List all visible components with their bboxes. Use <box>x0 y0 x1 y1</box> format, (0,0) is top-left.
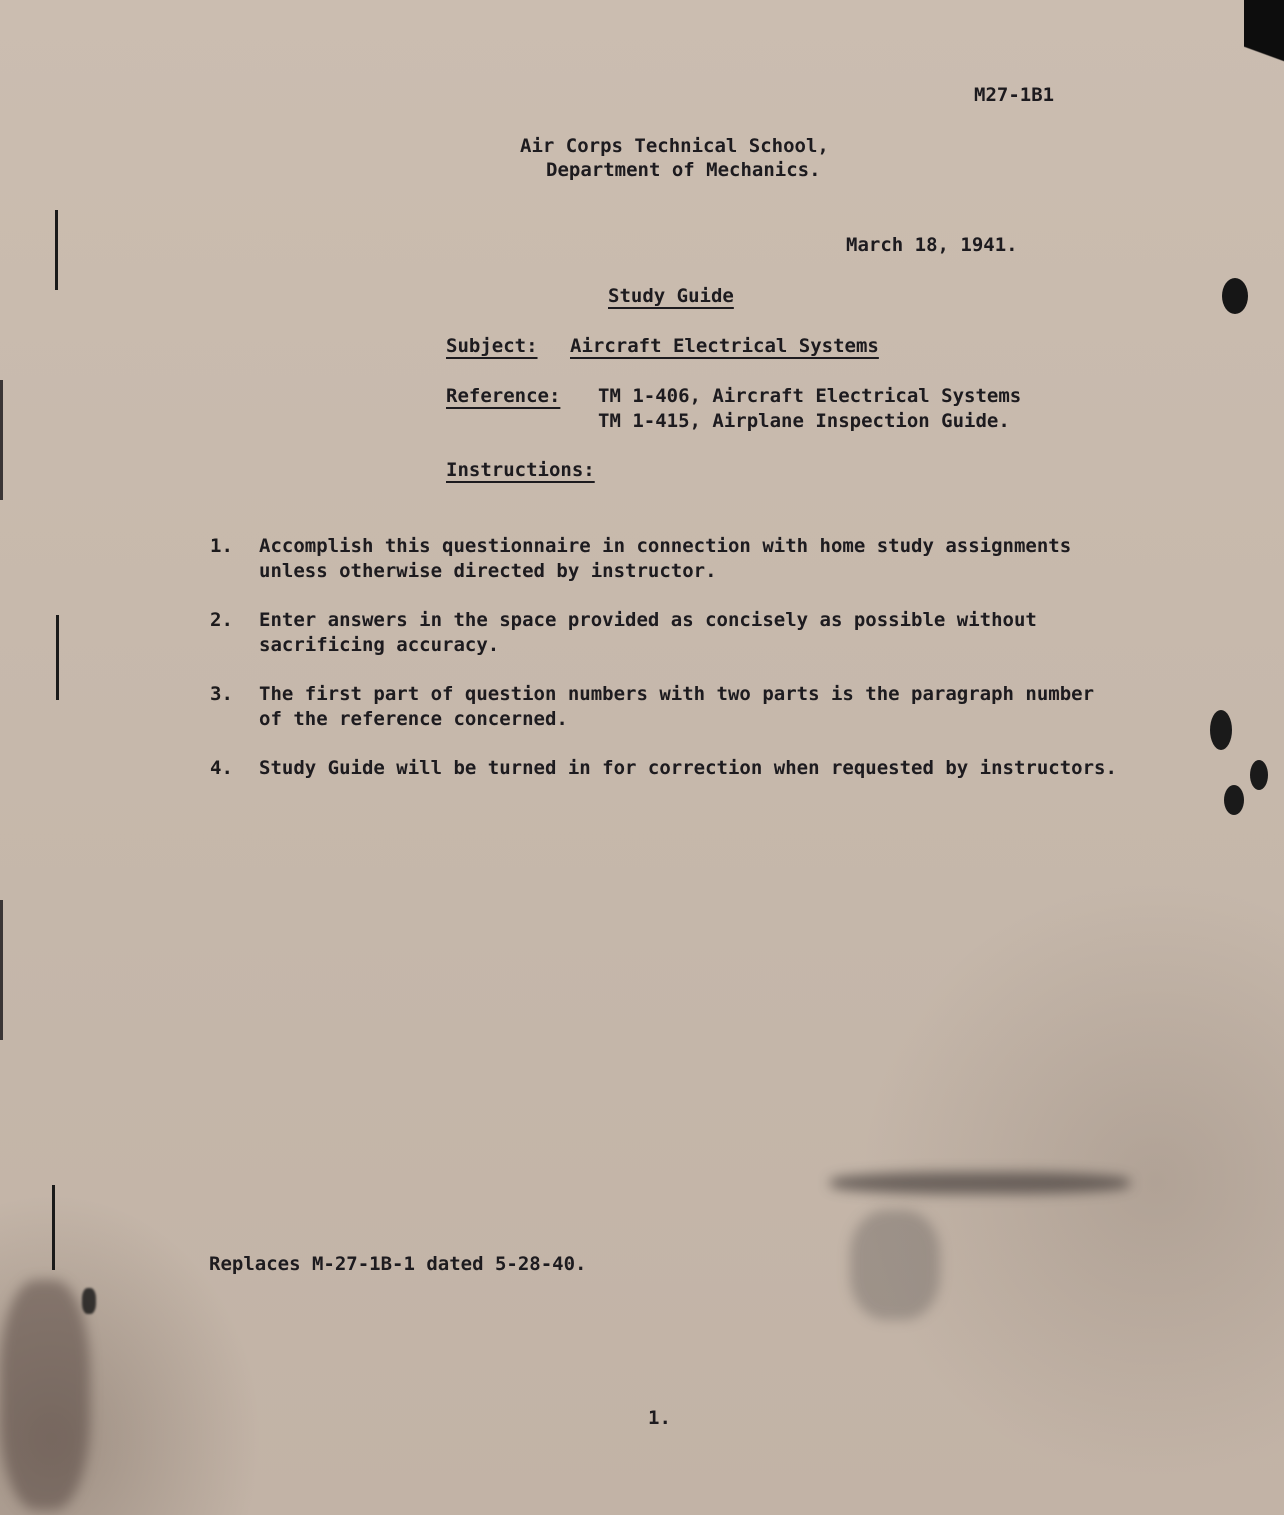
bottom-right-smudge <box>830 1172 1130 1194</box>
right-ink-blot-4 <box>1224 785 1244 815</box>
reference-item: TM 1-406, Aircraft Electrical Systems <box>598 385 1022 407</box>
page-number: 1. <box>648 1407 671 1429</box>
item-number: 4. <box>210 757 233 779</box>
page-title: Study Guide <box>608 285 734 307</box>
left-edge-mark-3 <box>52 1185 55 1270</box>
item-number: 2. <box>210 609 233 631</box>
document-date: March 18, 1941. <box>846 234 1018 256</box>
reference-item: TM 1-415, Airplane Inspection Guide. <box>598 410 1010 432</box>
item-text-line: unless otherwise directed by instructor. <box>259 560 717 582</box>
left-edge-mark-5 <box>0 900 3 1040</box>
item-text-line: The first part of question numbers with two parts is the paragraph number <box>259 683 1095 705</box>
instructions-label: Instructions: <box>446 459 595 481</box>
item-text-line: of the reference concerned. <box>259 708 568 730</box>
bottom-right-smudge-2 <box>850 1210 940 1320</box>
reference-label: Reference: <box>446 385 561 407</box>
school-name: Air Corps Technical School, <box>520 135 829 157</box>
left-edge-mark-1 <box>55 210 58 290</box>
subject-value: Aircraft Electrical Systems <box>570 335 879 357</box>
bottom-left-stain <box>0 1280 90 1510</box>
top-right-corner-mark <box>1244 0 1284 120</box>
item-text-line: Accomplish this questionnaire in connection with home study assignments <box>259 535 1072 557</box>
document-code: M27-1B1 <box>974 84 1055 106</box>
item-text-line: Study Guide will be turned in for correction when requested by instructors. <box>259 757 1117 779</box>
subject-label: Subject: <box>446 335 538 357</box>
margin-hook-1 <box>82 1288 96 1314</box>
department-name: Department of Mechanics. <box>546 159 821 181</box>
right-ink-blot-1 <box>1222 278 1248 314</box>
left-edge-mark-2 <box>56 615 59 700</box>
right-ink-blot-2 <box>1210 710 1232 750</box>
item-number: 1. <box>210 535 233 557</box>
left-edge-mark-4 <box>0 380 3 500</box>
replaces-note: Replaces M-27-1B-1 dated 5-28-40. <box>209 1253 587 1275</box>
item-text-line: sacrificing accuracy. <box>259 634 500 656</box>
item-number: 3. <box>210 683 233 705</box>
right-ink-blot-3 <box>1250 760 1268 790</box>
item-text-line: Enter answers in the space provided as concisely as possible without <box>259 609 1037 631</box>
